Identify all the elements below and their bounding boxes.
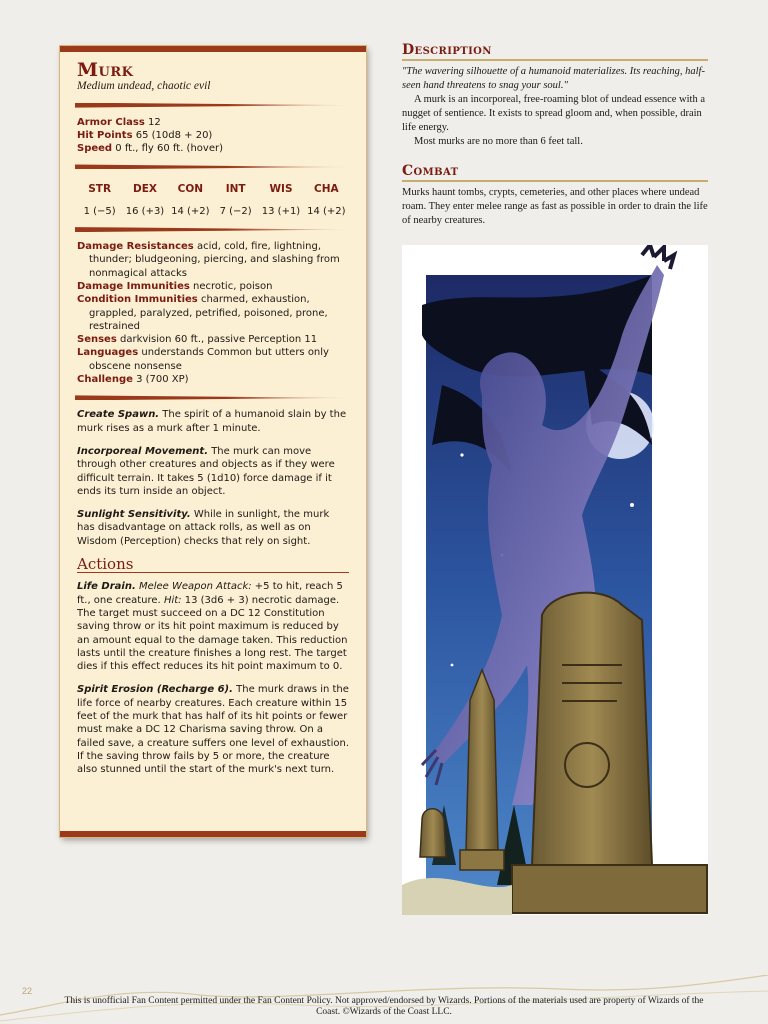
ability-str: STR 1 (−5) xyxy=(83,183,116,217)
trait-incorporeal-movement: Incorporeal Movement. The murk can move through other creatures and objects as if they were difficult terrain. It takes 5 (1d10) force damage if it ends its turn inside an object. xyxy=(77,445,335,497)
stat-block-content xyxy=(77,59,350,786)
action-spirit-erosion: Spirit Erosion (Recharge 6). The murk draws in the life force of nearby creatures. Each creature within 15 feet of the murk that has half of its hit points or fewer must make a DC 12 Charisma saving throw. On a failed save, a creature suffers one level of exhaustion. If the saving throw fails by 5 or more, the creature also stunned until the start of the murk's next turn. xyxy=(77,684,350,776)
ability-con: CON 14 (+2) xyxy=(171,183,210,217)
divider xyxy=(75,395,351,400)
hit-points: Hit Points 65 (10d8 + 20) xyxy=(77,129,213,141)
page-number: 22 xyxy=(22,986,33,996)
divider xyxy=(75,227,351,232)
ability-cha: CHA 14 (+2) xyxy=(307,183,346,217)
speed: Speed 0 ft., fly 60 ft. (hover) xyxy=(77,143,223,155)
monster-name: Murk xyxy=(77,59,134,81)
challenge: Challenge 3 (700 XP) xyxy=(77,374,189,386)
stat-block xyxy=(60,46,366,837)
ability-wis: WIS 13 (+1) xyxy=(261,183,301,217)
ability-int: INT 7 (−2) xyxy=(219,183,252,217)
armor-class: Armor Class 12 xyxy=(77,116,161,128)
description-quote: "The wavering silhouette of a humanoid materializes. Its reaching, half-seen hand threatens to snag your soul." xyxy=(402,66,705,91)
condition-immunities: Condition Immunities charmed, exhaustion, grappled, paralyzed, petrified, poisoned, prone, restrained xyxy=(77,294,328,332)
trait-create-spawn: Create Spawn. The spirit of a humanoid slain by the murk rises as a murk after 1 minute. xyxy=(77,409,347,434)
illustration-art xyxy=(402,245,708,915)
description-paragraph: Most murks are no more than 6 feet tall. xyxy=(414,136,583,147)
footer-legal: This is unofficial Fan Content permitted under the Fan Content Policy. Not approved/endorsed by Wizards. Portions of the materials used are property of Wizards of the Coast. ©Wizards of the Coast LLC. xyxy=(64,996,704,1017)
trait-sunlight-sensitivity: Sunlight Sensitivity. While in sunlight, the murk has disadvantage on attack rolls, as well as on Wisdom (Perception) checks that rely on sight. xyxy=(77,509,330,547)
ability-dex: DEX 16 (+3) xyxy=(125,183,165,217)
ability-scores xyxy=(77,183,349,218)
description-paragraph: A murk is an incorporeal, free-roaming blot of undead essence with a nugget of sentience. It exists to spread gloom and, when possible, drain life energy. xyxy=(402,94,705,133)
right-column xyxy=(402,42,708,228)
action-life-drain: Life Drain. Melee Weapon Attack: +5 to hit, reach 5 ft., one creature. Hit: 13 (3d6 + 3) necrotic damage. The target must succeed on a DC 12 Constitution saving throw or its hit point maximum is reduced by an amount equal to the damage taken. This reduction lasts until the creature finishes a long rest. The target dies if this effect reduces its hit point maximum to 0. xyxy=(77,581,348,673)
murk-illustration xyxy=(402,245,708,915)
description-heading: Description xyxy=(402,42,708,61)
combat-heading: Combat xyxy=(402,163,708,182)
divider xyxy=(75,103,351,108)
actions-heading: Actions xyxy=(77,558,349,573)
divider xyxy=(75,164,351,169)
combat-paragraph: Murks haunt tombs, crypts, cemeteries, and other places where undead roam. They enter melee range as fast as possible in order to drain the life of nearby creatures. xyxy=(402,187,708,226)
tombstone-shape xyxy=(532,593,652,865)
monster-type: Medium undead, chaotic evil xyxy=(77,80,211,93)
damage-resistances: Damage Resistances acid, cold, fire, lightning, thunder; bludgeoning, piercing, and slashing from nonmagical attacks xyxy=(77,241,340,279)
senses: Senses darkvision 60 ft., passive Perception 11 xyxy=(77,334,318,346)
obelisk-shape xyxy=(466,670,498,850)
languages: Languages understands Common but utters only obscene nonsense xyxy=(77,347,329,372)
damage-immunities: Damage Immunities necrotic, poison xyxy=(77,280,273,292)
